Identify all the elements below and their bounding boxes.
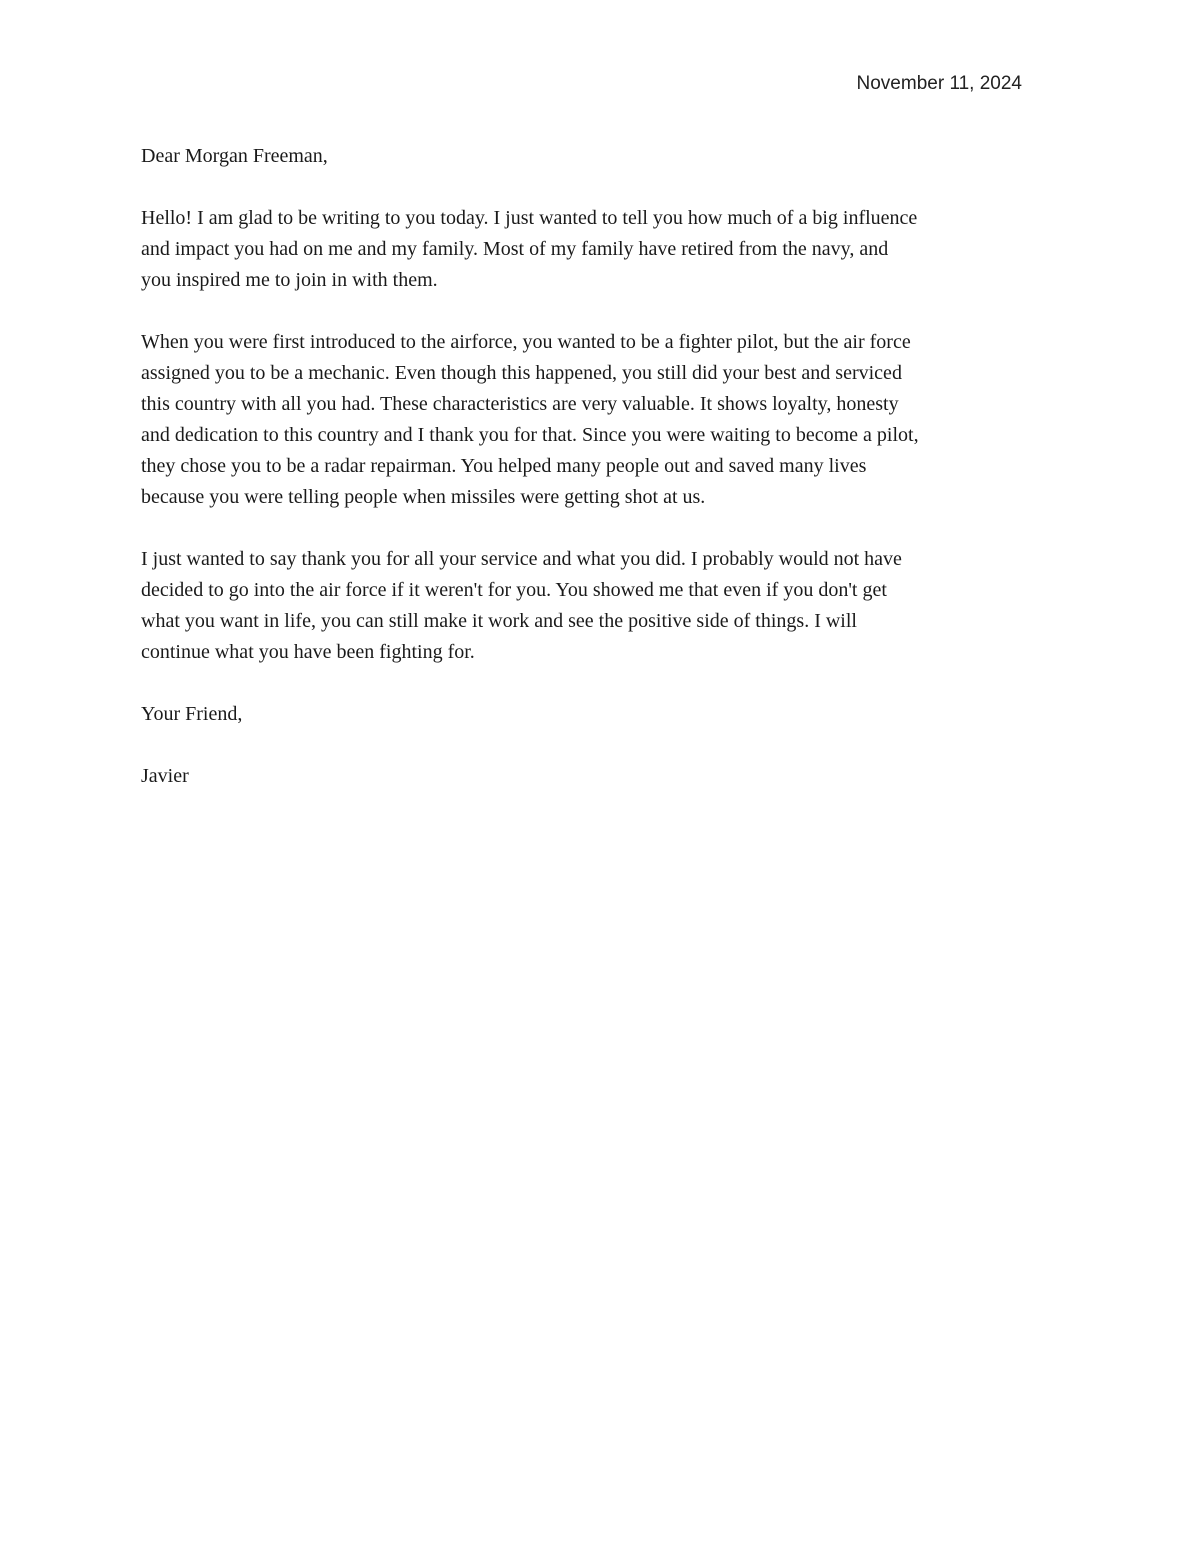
signature: Javier [141,765,189,787]
letter-body [141,141,1071,792]
paragraph-line: and dedication to this country and I thank you for that. Since you were waiting to become a pilot, [141,424,919,446]
letter-date: November 11, 2024 [856,73,1022,94]
paragraph-2 [141,327,1071,513]
paragraph-line: assigned you to be a mechanic. Even though this happened, you still did your best and serviced [141,362,902,384]
paragraph-line: because you were telling people when missiles were getting shot at us. [141,486,706,508]
paragraph-line: decided to go into the air force if it weren't for you. You showed me that even if you don't get [141,579,887,601]
paragraph-line: and impact you had on me and my family. Most of my family have retired from the navy, and [141,238,889,260]
closing: Your Friend, [141,703,243,725]
paragraph-line: this country with all you had. These characteristics are very valuable. It shows loyalty, honesty [141,393,899,415]
paragraph-line: you inspired me to join in with them. [141,269,438,291]
paragraph-1 [141,203,1071,296]
paragraph-line: When you were first introduced to the airforce, you wanted to be a fighter pilot, but the air force [141,331,911,353]
salutation: Dear Morgan Freeman, [141,145,328,167]
paragraph-line: continue what you have been fighting for. [141,641,475,663]
paragraph-line: what you want in life, you can still make it work and see the positive side of things. I will [141,610,857,632]
paragraph-line: they chose you to be a radar repairman. You helped many people out and saved many lives [141,455,867,477]
paragraph-line: I just wanted to say thank you for all your service and what you did. I probably would not have [141,548,902,570]
paragraph-line: Hello! I am glad to be writing to you today. I just wanted to tell you how much of a big influence [141,207,918,229]
paragraph-3 [141,544,1071,668]
